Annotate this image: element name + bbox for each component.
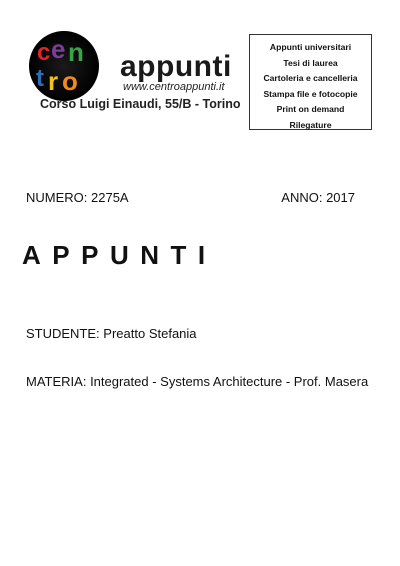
studente-value: Preatto Stefania [103,326,197,341]
svg-text:r: r [48,66,59,96]
materia-label: MATERIA: [26,374,87,389]
anno-label: ANNO: [281,190,323,205]
materia-value: Integrated - Systems Architecture - Prof. Masera [90,374,369,389]
service-item: Tesi di laurea [283,57,338,68]
svg-text:t: t [36,65,44,92]
svg-text:n: n [68,37,84,67]
services-box [249,34,372,130]
brand-url[interactable]: www.centroappunti.it [123,81,225,93]
document-title: APPUNTI [22,240,217,270]
anno-line [281,190,355,205]
service-item: Cartoleria e cancelleria [263,73,358,84]
svg-text:e: e [51,34,66,64]
numero-label: NUMERO: [26,190,88,205]
numero-value: 2275A [91,190,129,205]
svg-text:c: c [37,39,51,66]
service-item: Print on demand [276,104,345,115]
materia-line [26,374,368,389]
service-item: Rilegature [289,119,332,130]
address: Corso Luigi Einaudi, 55/B - Torino [40,97,241,111]
studente-line [26,326,197,341]
svg-text:o: o [62,66,78,96]
service-item: Stampa file e fotocopie [263,88,358,99]
anno-value: 2017 [326,190,355,205]
numero-line [26,190,129,205]
service-item: Appunti universitari [269,42,352,52]
studente-label: STUDENTE: [26,326,100,341]
brand-name: appunti [120,50,232,83]
